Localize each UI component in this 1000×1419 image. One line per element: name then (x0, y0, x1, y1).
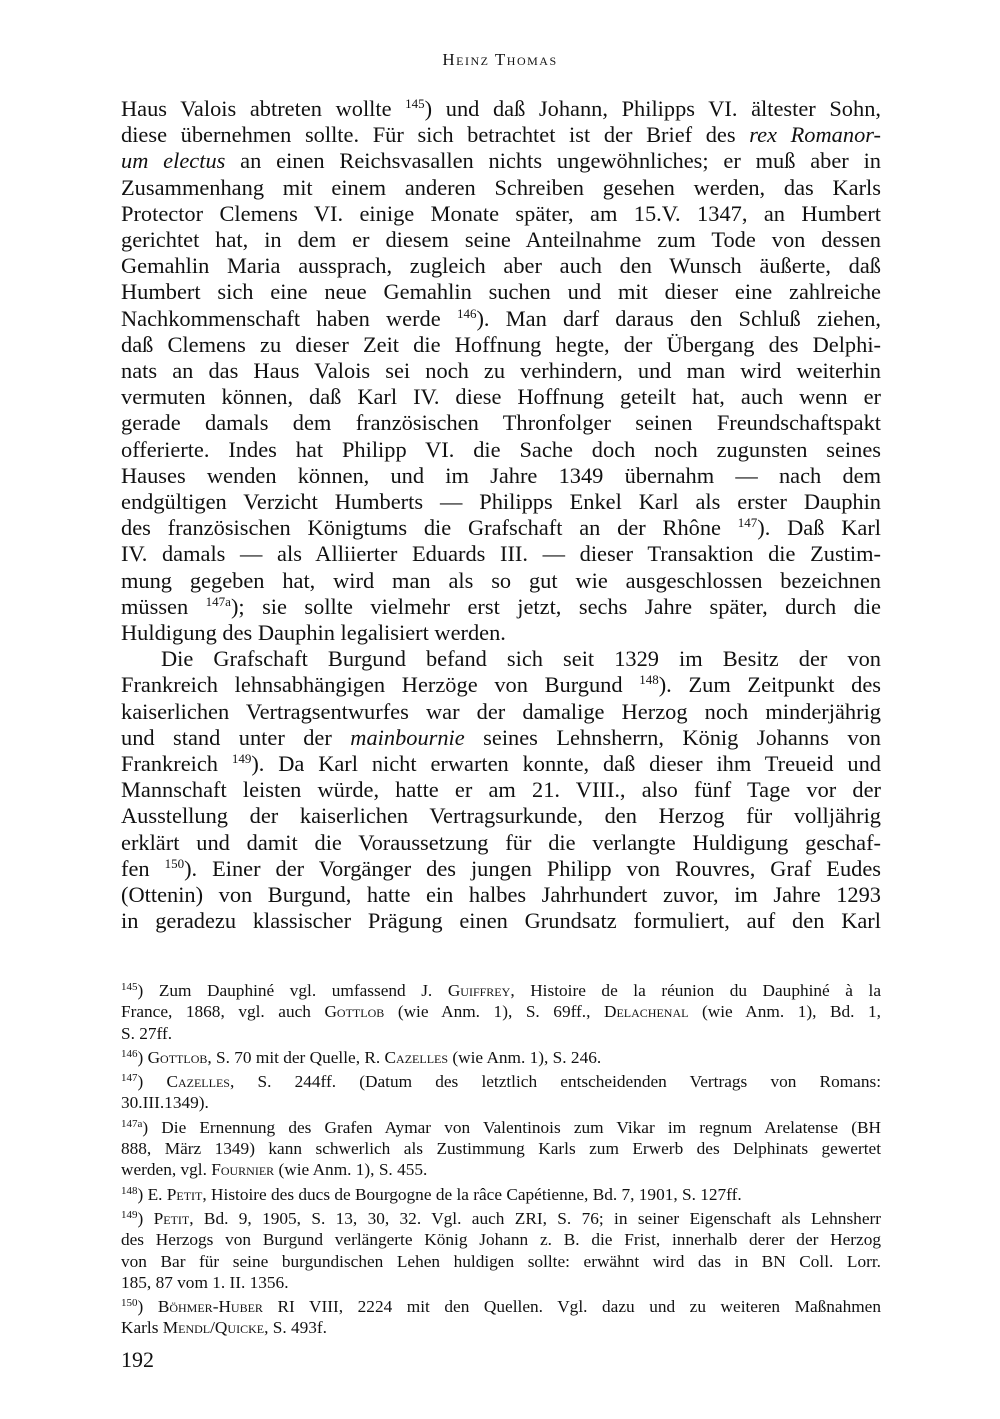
text-run: in geradezu klassischer Prägung einen Grundsatz formuliert, auf den Karl (121, 908, 881, 934)
author-name: Cazelles (166, 1072, 230, 1092)
text-run: , S. 493f. (264, 1318, 327, 1338)
body-line (121, 306, 881, 332)
body-line (121, 515, 881, 541)
author-name: Delachenal (603, 1002, 689, 1022)
footnote-line (121, 1208, 881, 1229)
body-line (121, 253, 881, 279)
body-line (121, 568, 881, 594)
author-name: Mendl/Quicke (162, 1318, 265, 1338)
text-run: (wie Anm. 1), S. 69ff., (384, 1002, 604, 1022)
body-line (121, 175, 881, 201)
page-number: 192 (121, 1347, 154, 1372)
text-run: ). Da Karl nicht erwarten konnte, daß dieser ihm Treueid und (251, 751, 881, 777)
text-run: des französischen Königtums die Grafschaft an der Rhône (121, 515, 738, 541)
text-run: ); sie sollte vielmehr erst jetzt, sechs Jahre später, durch die (230, 593, 881, 619)
footnote-line (121, 1092, 881, 1113)
text-run: , Histoire des ducs de Bourgogne de la râce Capétienne, Bd. 7, 1901, S. 127ff. (202, 1184, 742, 1204)
author-name: Petit (166, 1184, 203, 1204)
author-name: Gottlob (147, 1047, 208, 1067)
text-run: ). Daß Karl (757, 515, 881, 541)
body-line (121, 856, 881, 882)
text-run: , Histoire de la réunion du Dauphiné à la (510, 981, 881, 1000)
text-run: (wie Anm. 1), S. 455. (274, 1160, 428, 1180)
text-run: Frankreich lehnsabhängigen Herzöge von Burgund (121, 672, 640, 698)
text-run: 888, März 1349) kann schwerlich als Zustimmung Karls zum Erwerb des Delphinats gewertet (121, 1139, 881, 1159)
text-run: des Herzogs von Burgund verlängerte König Johann z. B. die Frist, innerhalb derer der Herzog (121, 1230, 881, 1250)
author-name: Guiffrey (447, 981, 511, 1000)
footnote-number: 146 (121, 1047, 138, 1060)
footnote-number: 150 (121, 1297, 138, 1310)
text-run: seines Lehnsherrn, König Johanns von (464, 724, 881, 750)
footnote-line (121, 1159, 881, 1180)
text-run: werden, vgl. (121, 1160, 212, 1180)
italic-text: mainbournie (350, 724, 465, 750)
text-run: ) und daß Johann, Philipps VI. ältester Sohn, (424, 96, 881, 121)
footnote-reference[interactable]: 145 (405, 96, 425, 111)
text-run: mung gegeben hat, wird man als so gut wie ausgeschlossen bezeichnen (121, 567, 881, 593)
text-run: , S. 70 mit der Quelle, R. (207, 1047, 385, 1067)
body-line (121, 699, 881, 725)
footnote-line (121, 1001, 881, 1022)
text-run: Frankreich (121, 751, 232, 777)
text-run: vermuten können, daß Karl IV. diese Hoffnung geteilt hat, auch wenn er (121, 384, 881, 410)
text-run: daß Clemens zu dieser Zeit die Hoffnung hegte, der Übergang des Delphi- (121, 331, 881, 357)
text-run: ). Man darf daraus den Schluß ziehen, (476, 305, 881, 331)
text-run: Hauses wenden können, und im Jahre 1349 übernahm — nach dem (121, 462, 881, 488)
footnote-reference[interactable]: 149 (231, 751, 252, 767)
text-run: (wie Anm. 1), Bd. 1, (688, 1002, 882, 1022)
body-line (121, 227, 881, 253)
footnote-line (121, 1229, 881, 1250)
text-run: Ausstellung der kaiserlichen Vertragsurkunde, den Herzog für volljährig (121, 803, 881, 829)
text-run: , Bd. 9, 1905, S. 13, 30, 32. Vgl. auch ZRI, S. 76; in seiner Eigenschaft als Lehnsherr (189, 1208, 881, 1228)
body-line (121, 410, 881, 436)
footnote-line (121, 1071, 881, 1092)
text-run: RI VIII, 2224 mit den Quellen. Vgl. dazu und zu weiteren Maßnahmen (262, 1297, 881, 1317)
footnote-line (121, 1272, 881, 1293)
footnote-reference[interactable]: 150 (164, 855, 185, 871)
footnote-line (121, 1251, 881, 1272)
text-run: gerade damals dem französischen Thronfolger seinen Freundschaftspakt (121, 410, 881, 436)
body-line (121, 646, 881, 672)
text-run: 30.III.1349). (121, 1093, 209, 1113)
body-line (121, 122, 881, 148)
text-run: Nachkommenschaft haben werde (121, 305, 457, 331)
body-line (121, 777, 881, 803)
body-line (121, 541, 881, 567)
text-run: kaiserlichen Vertragsentwurfes war der damalige Herzog noch minderjährig (121, 698, 881, 724)
body-line (121, 882, 881, 908)
text-run: ) Zum Dauphiné vgl. umfassend J. (137, 981, 448, 1000)
text-run: Die Grafschaft Burgund befand sich seit 1329 im Besitz der von (161, 646, 881, 672)
footnote-number: 147a (121, 1117, 143, 1130)
text-run: S. 27ff. (121, 1023, 173, 1043)
body-line (121, 725, 881, 751)
body-line (121, 594, 881, 620)
body-line (121, 358, 881, 384)
footnote (121, 1296, 881, 1339)
running-header: Heinz Thomas (442, 50, 558, 69)
text-run: (wie Anm. 1), S. 246. (448, 1047, 602, 1067)
author-name: Fournier (211, 1160, 275, 1180)
footnote-line (121, 980, 881, 1001)
body-text (121, 96, 881, 935)
text-run: offerierte. Indes hat Philipp VI. die Sache doch noch zugunsten seines (121, 436, 881, 462)
text-run: Karls (121, 1318, 163, 1338)
body-line (121, 908, 881, 934)
text-run: Zusammenhang mit einem anderen Schreiben gesehen werden, das Karls (121, 174, 881, 200)
text-run: erklärt und damit die Voraussetzung für die verlangte Huldigung geschaf- (121, 829, 881, 855)
footnotes (121, 980, 881, 1342)
body-line (121, 96, 881, 122)
footnote (121, 1184, 881, 1205)
body-line (121, 437, 881, 463)
text-run: und stand unter der (121, 724, 351, 750)
italic-text: rex Romanor- (749, 122, 881, 148)
author-name: Petit (153, 1208, 190, 1228)
text-run: Huldigung des Dauphin legalisiert werden. (121, 620, 506, 646)
footnote (121, 980, 881, 1044)
text-run: endgültigen Verzicht Humberts — Philipps Enkel Karl als erster Dauphin (121, 489, 881, 515)
body-line (121, 489, 881, 515)
footnote-reference[interactable]: 147a (205, 593, 231, 609)
footnote-line (121, 1296, 881, 1317)
text-run: Humbert sich eine neue Gemahlin suchen und mit dieser eine zahlreiche (121, 279, 881, 305)
footnote-reference[interactable]: 148 (639, 672, 659, 688)
text-run: IV. damals — als Alliierter Eduards III. — dieser Transaktion die Zustim- (121, 541, 881, 567)
body-line (121, 751, 881, 777)
author-name: Cazelles (384, 1047, 449, 1067)
author-name: Gottlob (324, 1002, 385, 1022)
body-line (121, 201, 881, 227)
body-line (121, 148, 881, 174)
text-run: ). Einer der Vorgänger des jungen Philipp von Rouvres, Graf Eudes (184, 855, 881, 881)
text-run: diese übernehmen sollte. Für sich betrachtet ist der Brief des (121, 122, 750, 148)
text-run: , S. 244ff. (Datum des letztlich entscheidenden Vertrags von Romans: (229, 1072, 882, 1092)
footnote-line (121, 1047, 881, 1068)
body-line (121, 830, 881, 856)
text-run: ) (137, 1072, 167, 1092)
text-run: ) (137, 1297, 158, 1317)
text-run: müssen (121, 593, 206, 619)
text-run: Haus Valois abtreten wollte (121, 96, 406, 121)
footnote-line (121, 1138, 881, 1159)
body-line (121, 279, 881, 305)
body-line (121, 803, 881, 829)
body-line (121, 672, 881, 698)
text-run: ) (137, 1047, 148, 1067)
footnote-number: 148 (121, 1184, 138, 1197)
text-run: France, 1868, vgl. auch (121, 1002, 325, 1022)
text-run: gerichtet hat, in dem er diesem seine Anteilnahme zum Tode von dessen (121, 227, 881, 253)
text-run: ) (137, 1208, 154, 1228)
footnote-line (121, 1317, 881, 1338)
body-line (121, 384, 881, 410)
text-run: (Ottenin) von Burgund, hatte ein halbes Jahrhundert zuvor, im Jahre 1293 (121, 882, 881, 908)
body-line (121, 463, 881, 489)
body-line (121, 620, 881, 646)
text-run: 185, 87 vom 1. II. 1356. (121, 1272, 289, 1292)
footnote (121, 1208, 881, 1293)
footnote-number: 145 (121, 981, 138, 993)
footnote-reference[interactable]: 146 (456, 305, 477, 321)
italic-text: um electus (121, 148, 226, 174)
footnote (121, 1071, 881, 1114)
author-name: Böhmer-Huber (157, 1297, 263, 1317)
footnote-line (121, 1117, 881, 1138)
text-run: nats an das Haus Valois sei noch zu verhindern, und man wird weiterhin (121, 358, 881, 384)
text-run: Mannschaft leisten würde, hatte er am 21. VIII., also fünf Tage vor der (121, 777, 881, 803)
text-run: an einen Reichsvasallen nichts ungewöhnliches; er muß aber in (225, 148, 881, 174)
footnote-line (121, 1184, 881, 1205)
text-run: Gemahlin Maria aussprach, zugleich aber auch den Wunsch äußerte, daß (121, 253, 881, 279)
footnote-number: 147 (121, 1072, 138, 1085)
text-run: Protector Clemens VI. einige Monate später, am 15.V. 1347, an Humbert (121, 200, 881, 226)
text-run: ) E. (137, 1184, 167, 1204)
text-run: von Bar für seine burgundischen Lehen huldigen sollte: erwähnt wird das in BN Coll. Lorr. (121, 1251, 881, 1271)
text-run: fen (121, 855, 165, 881)
text-run: ). Zum Zeitpunkt des (658, 672, 881, 698)
footnote-number: 149 (121, 1208, 138, 1221)
footnote-line (121, 1023, 881, 1044)
footnote (121, 1117, 881, 1181)
footnote-reference[interactable]: 147 (737, 515, 758, 531)
body-line (121, 332, 881, 358)
footnote (121, 1047, 881, 1068)
text-run: ) Die Ernennung des Grafen Aymar von Valentinois zum Vikar im regnum Arelatense (BH (142, 1117, 881, 1137)
